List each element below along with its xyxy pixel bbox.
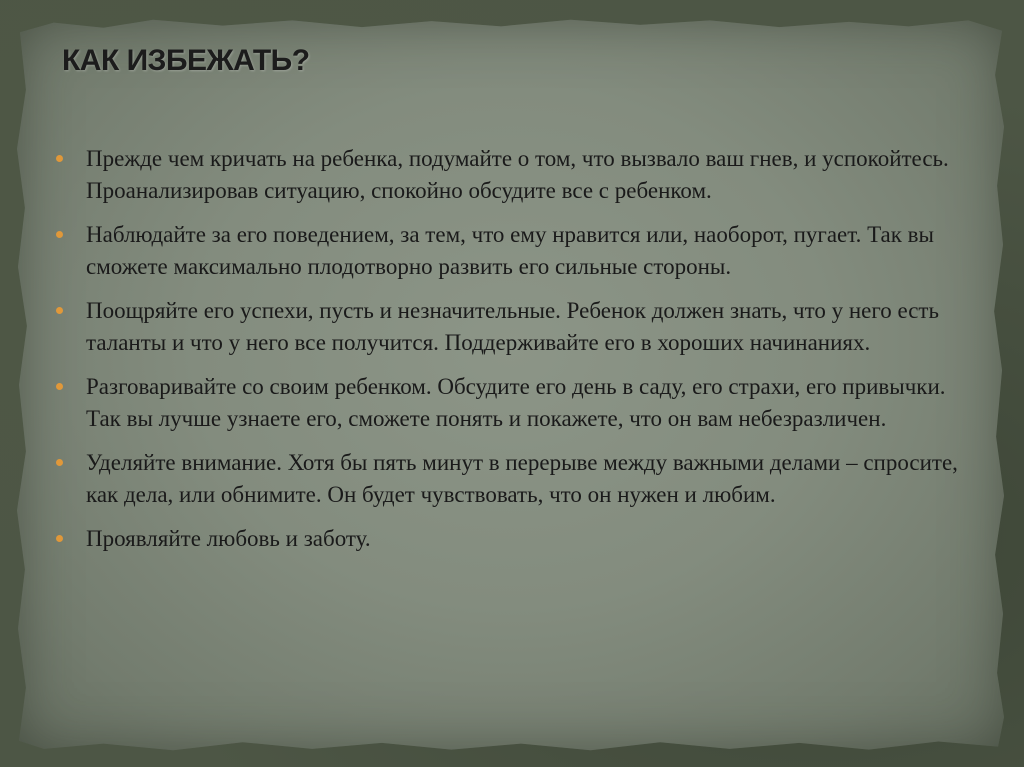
- bullet-dot-icon: [56, 383, 63, 390]
- list-item: [56, 523, 976, 555]
- bullet-list: [56, 143, 976, 567]
- list-item: [56, 371, 976, 435]
- list-item: [56, 447, 976, 511]
- slide-title: КАК ИЗБЕЖАТЬ?: [62, 44, 310, 77]
- list-item-text: Разговаривайте со своим ребенком. Обсудите его день в саду, его страхи, его привычки. Так вы лучше узнаете его, сможете понять и покажете, что он вам небезразличен.: [86, 374, 946, 431]
- bullet-dot-icon: [56, 535, 63, 542]
- bullet-dot-icon: [56, 231, 63, 238]
- list-item: [56, 219, 976, 283]
- list-item-text: Проявляйте любовь и заботу.: [86, 526, 371, 551]
- bullet-dot-icon: [56, 459, 63, 466]
- list-item: [56, 143, 976, 207]
- list-item: [56, 295, 976, 359]
- list-item-text: Поощряйте его успехи, пусть и незначительные. Ребенок должен знать, что у него есть таланты и что у него все получится. Поддерживайте его в хороших начинаниях.: [86, 298, 939, 355]
- list-item-text: Прежде чем кричать на ребенка, подумайте о том, что вызвало ваш гнев, и успокойтесь. Проанализировав ситуацию, спокойно обсудите все с ребенком.: [86, 146, 949, 203]
- bullet-dot-icon: [56, 307, 63, 314]
- list-item-text: Наблюдайте за его поведением, за тем, что ему нравится или, наоборот, пугает. Так вы сможете максимально плодотворно развить его сильные стороны.: [86, 222, 934, 279]
- list-item-text: Уделяйте внимание. Хотя бы пять минут в перерыве между важными делами – спросите, как дела, или обнимите. Он будет чувствовать, что он нужен и любим.: [86, 450, 958, 507]
- bullet-dot-icon: [56, 155, 63, 162]
